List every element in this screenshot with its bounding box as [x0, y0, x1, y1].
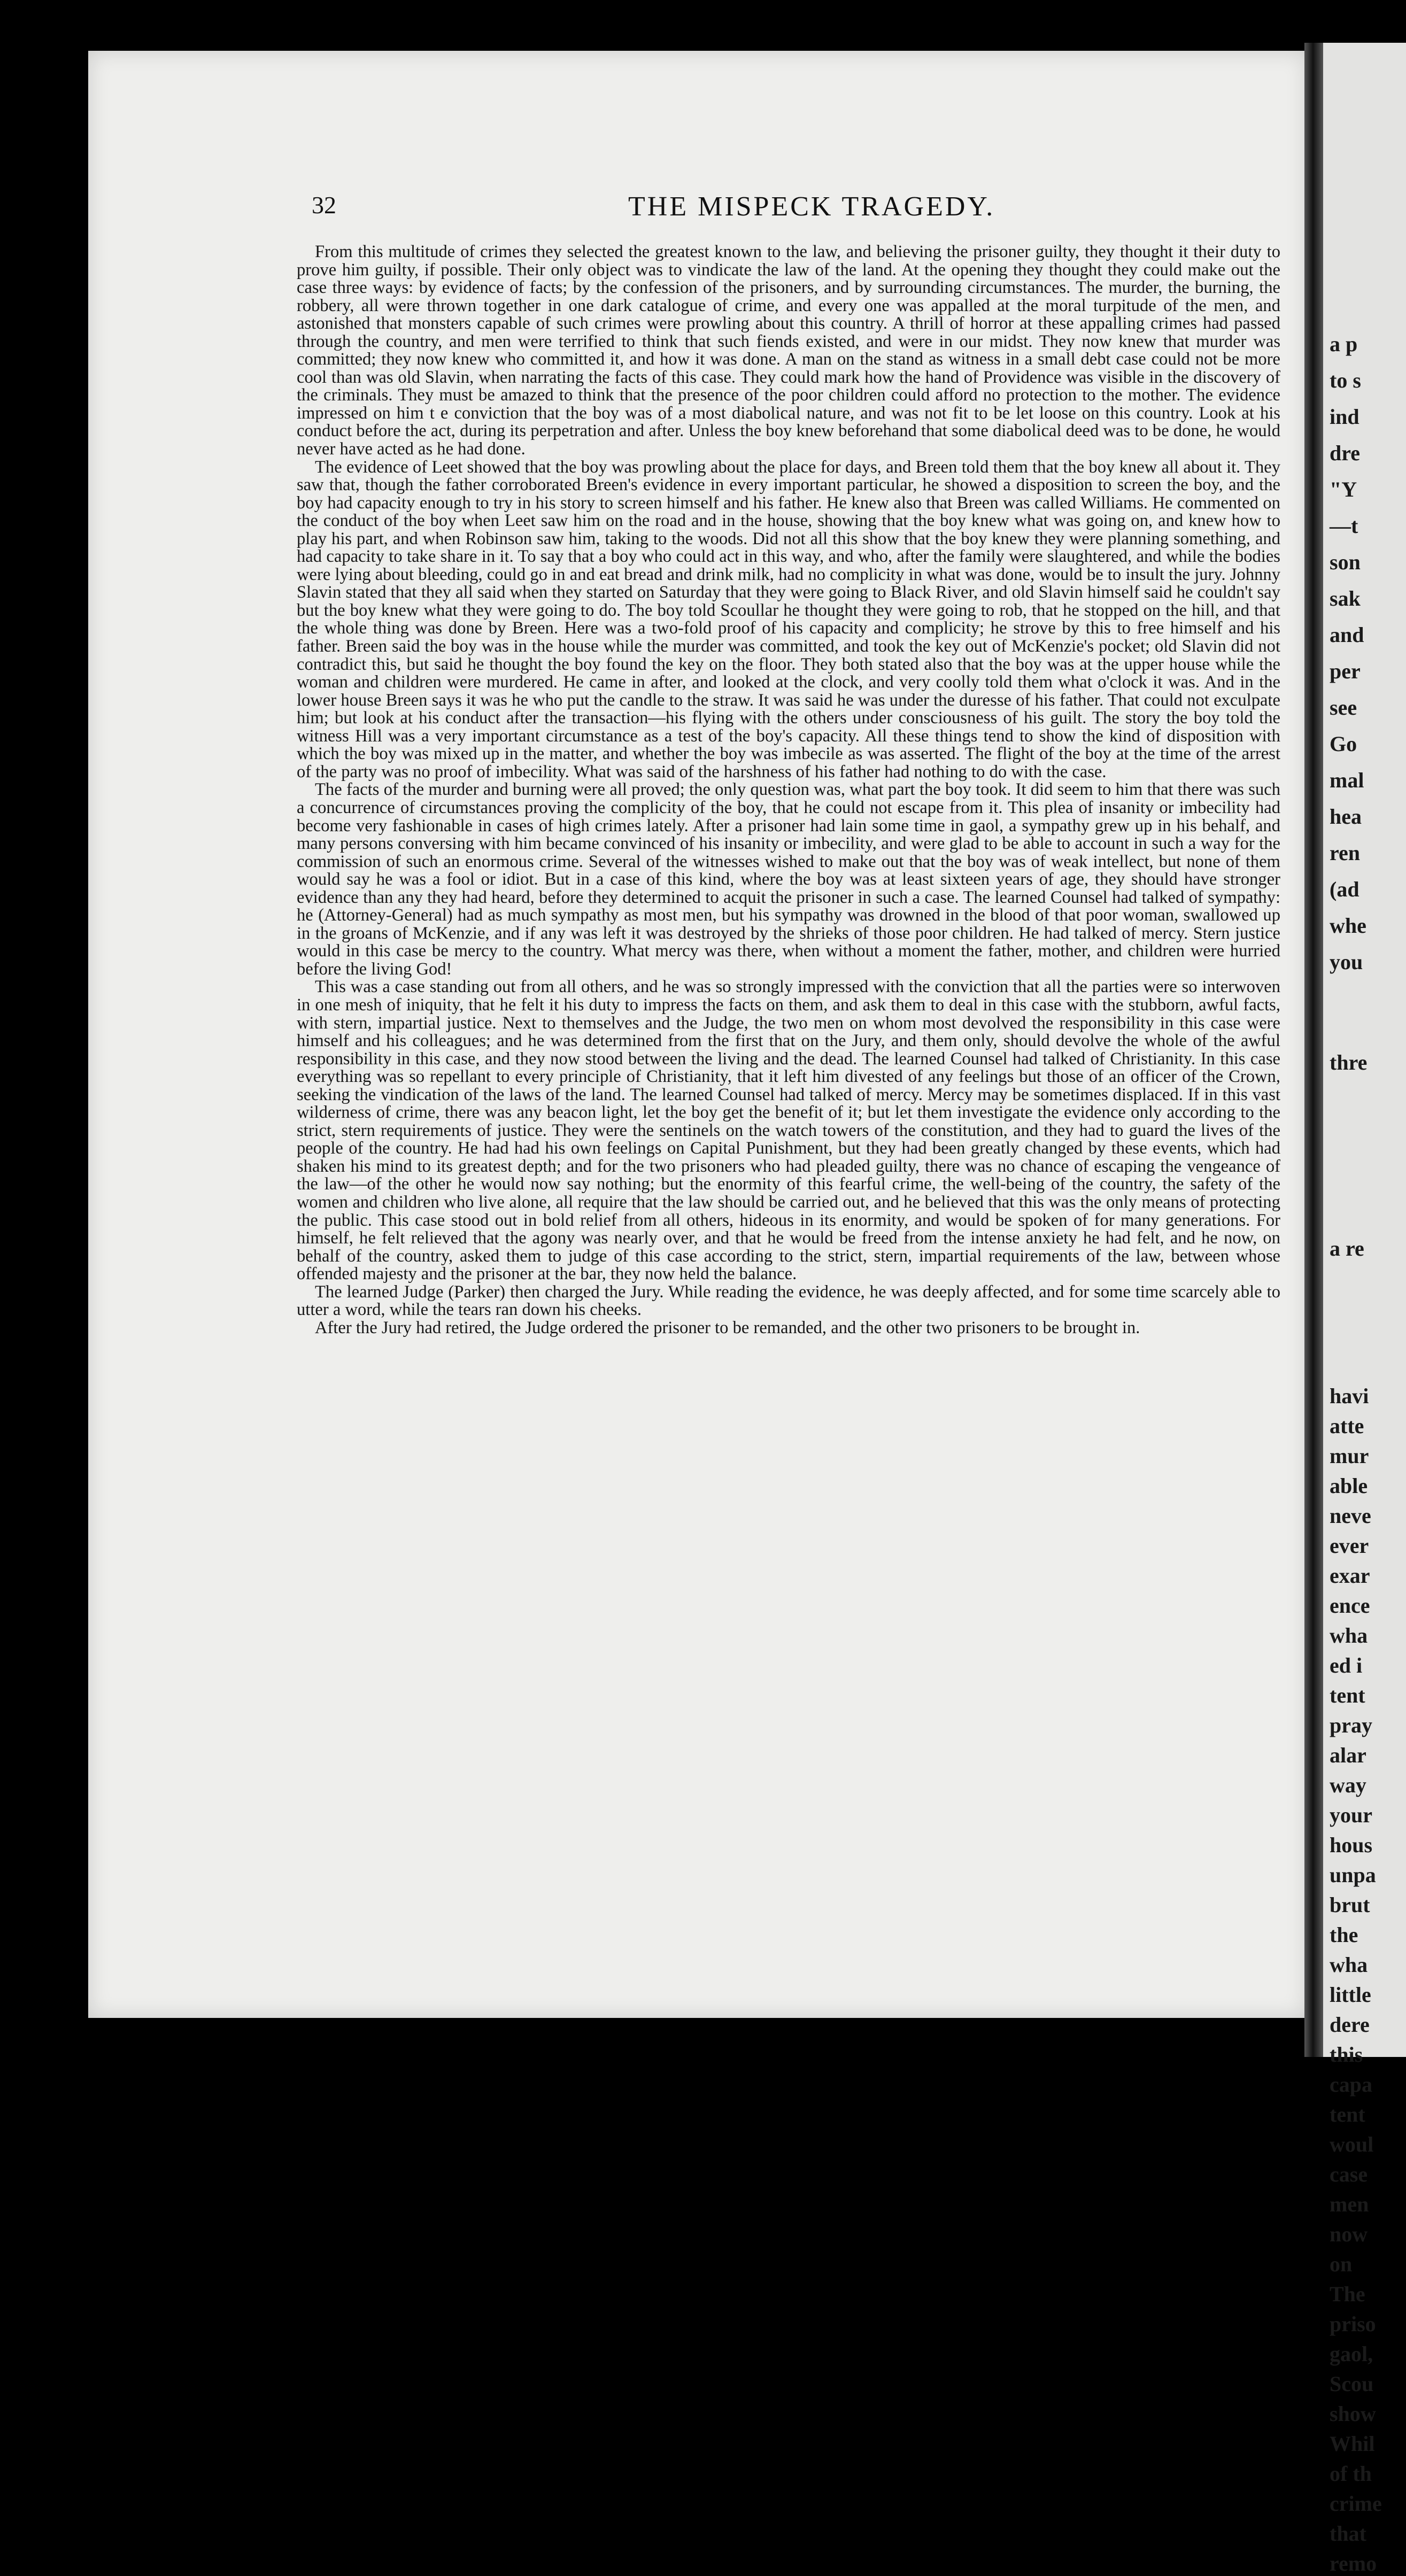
paragraph: The facts of the murder and burning were all proved; the only question was, what part the boy took. It did seem to him that there was such a concurrence of circumstances proving the complicity of the boy, that he could not escape from it. This plea of insanity or imbecility had become very fashionable in cases of high crimes lately. After a prisoner had lain some time in gaol, a sympathy grew up in his behalf, and many persons conversing with him became convinced of his insanity or imbecility, and were glad to be able to account in such a way for the commission of such an enormous crime. Several of the witnesses wished to make out that the boy was of weak intellect, but none of them would say he was a fool or idiot. But in a case of this kind, where the boy was at least sixteen years of age, they should have stronger evidence than any they had heard, before they determined to acquit the prisoner in such a case. The learned Counsel had talked of sympathy: he (Attorney-General) had as much sympathy as most men, but his sympathy was drowned in the blood of that poor woman, swallowed up in the groans of McKenzie, and if any was left it was destroyed by the shrieks of those poor children. He had talked of mercy. Stern justice would in this case be mercy to the country. What mercy was there, when without a moment the father, mother, and children were hurried before the living God! [297, 780, 1280, 979]
book-gutter [1304, 43, 1326, 2057]
adjacent-page-fragment: —t [1330, 514, 1358, 538]
adjacent-page-fragment: dre [1330, 441, 1361, 465]
adjacent-page-fragment: that [1330, 2521, 1366, 2546]
adjacent-page-fragment: remo [1330, 2551, 1377, 2575]
adjacent-page-fragment: woul [1330, 2132, 1374, 2156]
adjacent-page-fragment: crime [1330, 2492, 1382, 2516]
adjacent-page-fragment: capa [1330, 2072, 1372, 2097]
adjacent-page-fragment: see [1330, 695, 1357, 720]
adjacent-page-fragment: ind [1330, 405, 1359, 429]
adjacent-page-fragment: a re [1330, 1236, 1364, 1260]
book-page [88, 51, 1307, 2018]
adjacent-page-fragment: (ad [1330, 877, 1359, 901]
adjacent-page-fragment: little [1330, 1983, 1371, 2007]
adjacent-page-fragment: whe [1330, 914, 1366, 938]
adjacent-page-fragment: ren [1330, 841, 1361, 865]
adjacent-page-fragment: Scou [1330, 2372, 1374, 2396]
adjacent-page-fragment: neve [1330, 1504, 1371, 1528]
adjacent-page-fragment: wha [1330, 1623, 1368, 1647]
adjacent-page-fragment: of th [1330, 2462, 1372, 2486]
adjacent-page-fragment: men [1330, 2192, 1369, 2216]
adjacent-page-fragment: brut [1330, 1893, 1370, 1917]
adjacent-page-fragment: way [1330, 1773, 1366, 1797]
adjacent-page-fragment: gaol, [1330, 2342, 1373, 2366]
paragraph: This was a case standing out from all others, and he was so strongly impressed with the conviction that all the parties were so interwoven in one mesh of iniquity, that he felt it his duty to impress the facts on them, and ask them to deal in this case with the stubborn, awful facts, with stern, impartial justice. Next to themselves and the Judge, the two men on whom most devolved the responsibility in this case were himself and his colleagues; and he was determined from the first that on the Jury, and them only, should devolve the whole of the awful responsibility in this case, and they now stood between the living and the dead. The learned Counsel had talked of Christianity. In this case everything was so repellant to every principle of Christianity, that it left him divested of any feelings but those of an officer of the Crown, seeking the vindication of the laws of the land. The learned Counsel had talked of mercy. Mercy may be sometimes displaced. If in this vast wilderness of crime, there was any beacon light, let the boy get the benefit of it; but let them investigate the evidence only according to the strict, stern requirements of justice. They were the sentinels on the watch towers of the constitution, and they had to guard the lives of the people of the country. He had had his own feelings on Capital Punishment, but they had been greatly changed by these events, which had shaken his mind to its greatest depth; and for the two prisoners who had pleaded guilty, there was no chance of escaping the vengeance of the law—of the other he would now say nothing; but the enormity of this fearful crime, the well-being of the country, the safety of the women and children who live alone, all require that the law should be carried out, and he believed that this was the only means of protecting the public. This case stood out in bold relief from all others, hideous in its enormity, and would be spoken of for many generations. For himself, he felt relieved that the agony was nearly over, and that he would be freed from the intense anxiety he had felt, and he now, on behalf of the country, asked them to judge of this case according to the strict, stern, impartial requirements of the law, between whose offended majesty and the prisoner at the bar, they now held the balance. [297, 977, 1280, 1284]
adjacent-page-fragment: your [1330, 1803, 1372, 1827]
adjacent-page-fragment: priso [1330, 2312, 1376, 2336]
adjacent-page-fragment: son [1330, 550, 1361, 574]
paragraph: After the Jury had retired, the Judge ordered the prisoner to be remanded, and the other two prisoners to be brought in. [315, 1318, 1140, 1337]
adjacent-page-fragment: a p [1330, 332, 1358, 356]
adjacent-page-fragment: Go [1330, 732, 1357, 756]
adjacent-page-fragment: alar [1330, 1743, 1366, 1767]
adjacent-page-fragment: Whil [1330, 2432, 1375, 2456]
page-number: 32 [312, 191, 336, 219]
adjacent-page-fragment: on [1330, 2252, 1353, 2276]
adjacent-page-fragment: able [1330, 1474, 1368, 1498]
adjacent-page-fragment: unpa [1330, 1863, 1376, 1887]
adjacent-page-fragment: "Y [1330, 477, 1357, 501]
adjacent-page-fragment: ence [1330, 1593, 1370, 1618]
adjacent-page-fragment: dere [1330, 2013, 1370, 2037]
body-text [297, 243, 1280, 1337]
adjacent-page-fragment: pray [1330, 1713, 1372, 1737]
adjacent-page-fragment: hea [1330, 804, 1362, 829]
adjacent-page-fragment: atte [1330, 1414, 1364, 1438]
adjacent-page-fragment: tent [1330, 1683, 1365, 1707]
paragraph: From this multitude of crimes they selected the greatest known to the law, and believing the prisoner guilty, they thought it their duty to prove him guilty, if possible. Their only object was to vindicate the law of the land. At the opening they thought they could make out the case three ways: by evidence of facts; by the confession of the prisoners, and by surrounding circumstances. The murder, the burning, the robbery, all were thrown together in one dark catalogue of crime, and every one was appalled at the moral turpitude of the men, and astonished that monsters capable of such crimes were prowling about this country. A thrill of horror at these appalling crimes had passed through the country, and men were terrified to think that such fiends existed, and were in our midst. They now knew that murder was committed; they now knew who committed it, and how it was done. A man on the stand as witness in a small debt case could not be more cool than was old Slavin, when narrating the facts of this case. They could mark how the hand of Providence was visible in the discovery of the criminals. They must be amazed to think that the presence of the poor children could afford no protection to the mother. The evidence impressed on him t e conviction that the boy was of a most diabolical nature, and was not fit to be let loose on this country. Look at his conduct before the act, during its perpetration and after. Unless the boy knew beforehand that some diabolical deed was to be done, he would never have acted as he had done. [297, 242, 1280, 459]
adjacent-page-fragment: per [1330, 659, 1361, 683]
adjacent-page-fragment: to s [1330, 368, 1361, 392]
adjacent-page-strip [1323, 43, 1406, 2575]
adjacent-page-fragment: ed i [1330, 1653, 1363, 1677]
adjacent-page-fragment: now [1330, 2222, 1368, 2246]
adjacent-page-fragment: show [1330, 2402, 1376, 2426]
adjacent-page-fragment: thre [1330, 1050, 1368, 1074]
adjacent-page-fragment: the [1330, 1923, 1358, 1947]
adjacent-page-fragment: hous [1330, 1833, 1373, 1857]
adjacent-page-fragment: wha [1330, 1953, 1368, 1977]
adjacent-page-fragment: mur [1330, 1444, 1369, 1468]
adjacent-page-fragment: this [1330, 2043, 1363, 2067]
adjacent-page-fragment: The [1330, 2282, 1365, 2306]
adjacent-page-fragment: and [1330, 623, 1364, 647]
adjacent-page-fragment: sak [1330, 586, 1361, 610]
adjacent-page-fragment: case [1330, 2162, 1368, 2186]
adjacent-page-fragment: ever [1330, 1534, 1369, 1558]
adjacent-page-fragment: tent [1330, 2102, 1365, 2126]
adjacent-page-fragment: exar [1330, 1564, 1370, 1588]
paragraph: The learned Judge (Parker) then charged the Jury. While reading the evidence, he was deeply affected, and for some time scarcely able to utter a word, while the tears ran down his cheeks. [297, 1282, 1280, 1320]
adjacent-page-fragment: you [1330, 950, 1363, 974]
running-head: THE MISPECK TRAGEDY. [628, 191, 995, 222]
adjacent-page-fragment: havi [1330, 1384, 1369, 1408]
paragraph: The evidence of Leet showed that the boy was prowling about the place for days, and Breen told them that the boy knew all about it. They saw that, though the father corroborated Breen's evidence in every important particular, he showed a disposition to screen the boy, and the boy had capacity enough to try in his story to screen himself and his father. He knew also that Breen was called Williams. He commented on the conduct of the boy when Leet saw him on the road and in the house, showing that the boy knew what was going on, and knew how to play his part, and when Robinson saw him, taking to the woods. Did not all this show that the boy knew they were planning something, and had capacity to take share in it. To say that a boy who could act in this way, and who, after the family were slaughtered, and while the bodies were lying about bleeding, could go in and eat bread and drink milk, had no complicity in what was done, would be to insult the jury. Johnny Slavin stated that they all said when they started on Saturday that they were going to Black River, and old Slavin himself said he couldn't say but the boy knew what they were going to do. The boy told Scoullar he thought they were going to rob, that he stopped on the hill, and that the whole thing was done by Breen. Here was a two-fold proof of his capacity and complicity; he strove by this to free himself and his father. Breen said the boy was in the house while the murder was committed, and took the key out of McKenzie's pocket; old Slavin did not contradict this, but said he thought the boy found the key on the floor. They both stated also that the boy was at the upper house while the woman and children were murdered. He came in after, and looked at the clock, and very coolly told them what o'clock it was. And in the lower house Breen says it was he who put the candle to the straw. It was said he was under the duresse of his father. That could not exculpate him; but look at his conduct after the transaction—his flying with the others under consciousness of his guilt. The story the boy told the witness Hill was a very important circumstance as a test of the boy's capacity. All these things tend to show the kind of disposition with which the boy was mixed up in the matter, and whether the boy was imbecile as was asserted. The flight of the boy at the time of the arrest of the party was no proof of imbecility. What was said of the harshness of his father had nothing to do with the case. [297, 457, 1280, 782]
adjacent-page-fragment: mal [1330, 768, 1364, 792]
